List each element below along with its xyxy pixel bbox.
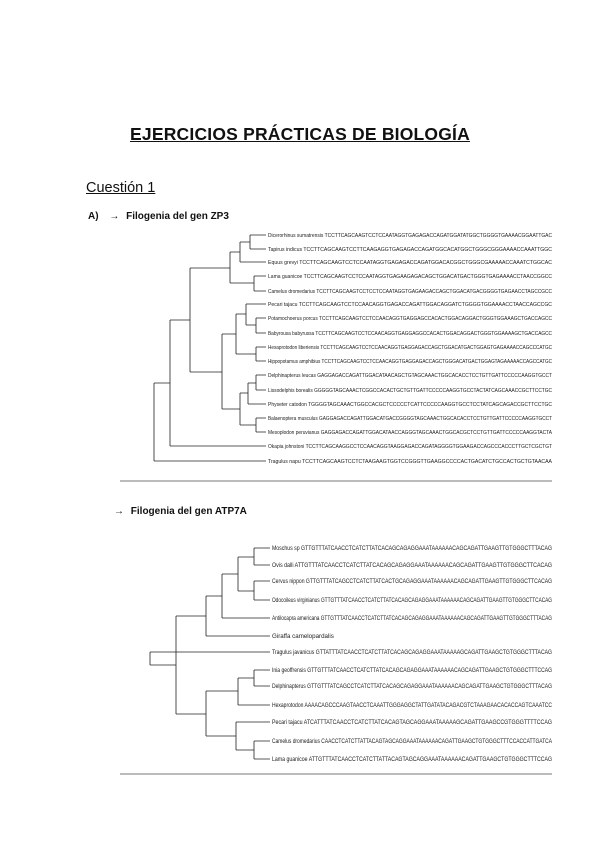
taxon-label: Pecari tajacu TCCTTCAGCAAGTCCTCCAACAGGTGAGACCAGATTGGACAGGATCTGGGGTGGAAAACCTAACCAGCCGC: [268, 302, 552, 308]
section-a-title: Filogenia del gen ZP3: [126, 211, 229, 222]
tree-zp3-labels: [268, 233, 553, 465]
taxon-label: Lama guanicoe TCCTTCAGCAAGTCCTCCAATAGGTGAGAAGAGACAGCTGGACATGACTGGGTGAGAAAACCTAACCGGCC: [268, 274, 552, 280]
taxon-label: Tragulus javanicus GTTATTTATCAACCTCATCTTATCACAGCAGAGGAAATAAAAAGCAGATTGAAGCTGTGGGCTTTACAG: [272, 649, 553, 656]
taxon-label: Physeter catodon TGGGGTAGCAAACTGGCCACGCTCCCCCTCATTCCCCCAAGGTGCCTCCTATCAGCAGACCGCTTCCTGC: [268, 402, 552, 408]
section-a-letter: A): [88, 211, 99, 222]
taxon-label: Antilocapra americana GTTGTTTATCAACCTCATCTTATCACAGCAGAGGAAATAAAAAACAGCAGATTGAAGTTGTGGGCTTTACAG: [272, 615, 553, 622]
arrow-icon: →: [114, 506, 124, 517]
taxon-label: Dicerorhinus sumatrensis TCCTTCAGCAAGTCCTCCAATAGGTGAGAGACCAGATGGATATGGCTGGGGTGAAAACGGAATTGAC: [268, 233, 552, 239]
taxon-label: Tapirus indicus TCCTTCAGCAAGTCCTTCAAGAGGTGAGAGACCAGATGGCACATGGCTGGGCGGGAAAACCAAATTGGC: [268, 247, 552, 253]
taxon-label: Hexaprotodon liberiensis TCCTTCAGCAAGTCCTCCAACAGGTGAGGAGACCAGCTGGACATGACTGGAGTGAGAAAACCAGCCCATGC: [268, 345, 552, 351]
taxon-label: Mesoplodon peruvianus GAGGAGACCAGATTGGACATAACCAGGGTAGCAAACTGGCACGCTCCTGTTGATTCCCCCAAGGTACTA: [268, 430, 553, 436]
taxon-label: Cervus nippon GTTGTTTATCAGCCTCATCTTATCACTGCAGAGGAAATAAAAAACAGCAGATTGAAGTTGTGGGCTTCACAG: [272, 578, 553, 585]
taxon-label: Okapia johnstoni TCCTTCAGCAAGGCCTCCAACAGGTAAGGAGACCAGATAGGGGTGGAAGACCAGCCCACCCTTGCTCGCTGT: [268, 444, 553, 450]
taxon-label: Camelus dromedarius CAACCTCATCTTATTACAGTAGCAGGAAATAAAAAACAGATTGAAGCTGTGGGCTTTCCACCATTGATCA: [272, 738, 553, 745]
taxon-label: Hippopotamus amphibius TCCTTCAGCAAGTCCTCCAACAGGTGAGGAGACCAGCTGGGACATGACTGGAGTAGAAAAACCAGCCATGC: [268, 359, 552, 365]
taxon-label: Inia geoffrensis GTTGTTTATCAACCTCATCTTATCACAGCAGAGGAAATAAAAAACAGCAGATTGAAGCTGTGGGCTTTCCAG: [272, 667, 553, 674]
tree-zp3-branches: [154, 235, 266, 461]
taxon-label: Tragulus napu TCCTTCAGCAAGTCCTCTAAGAAGTGGTCCGGGTTGAAGGCCCCACTGACATCTGCCACTGCTGTAACAA: [268, 459, 553, 465]
taxon-label: Pecari tajacu ATCATTTATCAACCTCATCTTATCACAGTAGCAGGAAATAAAAAGCAGATTGAAGCCGTGGGTTTTCCAG: [272, 719, 553, 726]
taxon-label: Giraffa camelopardalis: [272, 633, 334, 640]
taxon-label: Camelus dromedarius TCCTTCAGCAAGTCCTCCTCCAATAGGTGAGAAGACCAGCTGGACATGACGGGGTGAGAACCTAGCCGCC: [268, 289, 552, 295]
taxon-label: Delphinapterus GTTGTTTATCAGCCTCATCTTATCACAGCAGAGGAAATAAAAAACAGCAGATTGAAGCTGTGGGCTTTACAG: [272, 683, 553, 690]
tree-atp7a-branches: [150, 548, 270, 759]
taxon-label: Babyrousa babyrussa TCCTTCAGCAAGTCCTCCAACAGGTGAGGAGGCCACACTGGACAGGACTGGGTGGAAAAGCTGACCAGCC: [268, 331, 552, 337]
question-heading: Cuestión 1: [86, 180, 156, 196]
tree-atp7a-labels: [272, 545, 553, 763]
taxon-label: Balaenoptera musculus GAGGAGACCAGATTGGACATGACCGGGGTAGCAAACTGGCACACCTCCTGTTGATTCCCCCAAGGTGCCT: [268, 416, 553, 422]
taxon-label: Lissodelphis borealis GGGGGTAGCAAACTCGGCCACACTGCTGTTGATTCCCCCAAGGTGCCTACTATCAGCAAACCGCTTCCTGC: [268, 388, 552, 394]
taxon-label: Hexaprotodon AAAACAGCCCAAGTAACCTCAAATTGGGAGGCTATTGATATACAGACGTCTAAAGAACACACCAGTCAAATCC: [272, 702, 553, 709]
taxon-label: Lama guanicoe ATTGTTTATCAACCTCATCTTATTACAGTAGCAGGAAATAAAAAACAGATTGAAGCTGTGGGCTTTCCAG: [272, 756, 553, 763]
taxon-label: Potamochoerus porcus TCCTTCAGCAAGTCCTCCAACAGGTGAGGAGCCACACTGGACAGGACTGGGTGGAAAGCTGACCAGCC: [268, 316, 552, 322]
arrow-icon: →: [109, 211, 120, 222]
taxon-label: Equus grevyi TCCTTCAGCAAGTCCTCCAATAGGTGAGAGACCAGATGGACACGGCTGGGCGAAAAACCAAATCTGGCAC: [268, 260, 552, 266]
taxon-label: Moschus sp GTTGTTTATCAACCTCATCTTATCACAGCAGAGGAAATAAAAAACAGCAGATTGAAGTTGTGGGCTTTACAG: [272, 545, 553, 552]
section-b-title: Filogenia del gen ATP7A: [130, 506, 247, 517]
taxon-label: Delphinapterus leucas GAGGAGACCAGATTGGACATAACAGCTGTAGCAAACTGGCACACCTCCTGTTGATTCCCCCAAGGTGCCT: [268, 373, 553, 379]
taxon-label: Ovis dalli ATTGTTTATCAACCTCATCTTATCACAGCAGAGGAAATAAAAAACAGCAGATTGAAGTTGTGGGCTTCACAG: [272, 562, 553, 569]
taxon-label: Odocoileus virginianus GTTGTTTATCAACCTCATCTTATCACAGCAGAGGAAATAAAAAACAGCAGATTGAAGTTGTGGGCTTCACAG: [272, 597, 553, 604]
page-title: EJERCICIOS PRÁCTICAS DE BIOLOGÍA: [130, 124, 470, 144]
